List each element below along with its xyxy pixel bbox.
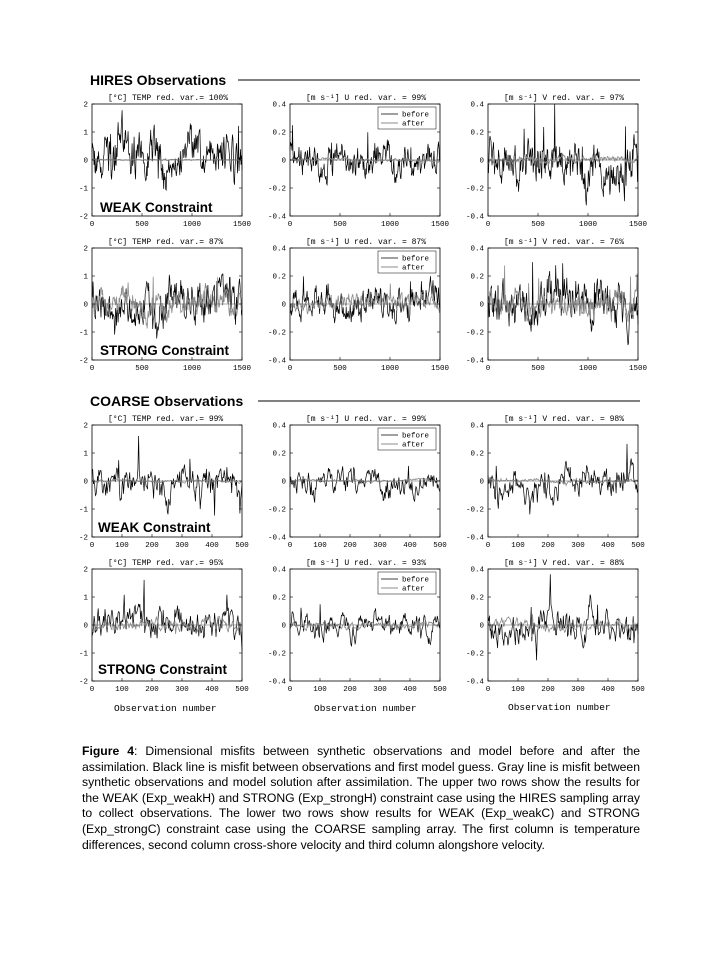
y-tick-label: -0.2 [267,329,286,338]
x-tick-label: 300 [175,686,189,694]
x-tick-label: 500 [235,542,249,550]
y-tick-label: -0.4 [267,678,286,687]
y-tick-label: -0.2 [267,185,286,194]
x-tick-label: 500 [135,221,149,229]
y-tick-label: 0.2 [470,129,484,138]
y-tick-label: 2 [83,422,88,431]
y-tick-label: -0.2 [465,185,484,194]
y-tick-label: -2 [78,213,88,222]
series-line-before [290,125,440,185]
y-tick-label: 0 [83,301,88,310]
series-line-before [488,262,638,345]
legend-label-before: before [402,576,430,585]
series-line-before [290,466,440,503]
legend-label-before: before [402,255,430,264]
x-tick-label: 500 [531,365,545,373]
panel-title: [°C] TEMP red. var.= 99% [108,415,224,424]
x-tick-label: 0 [485,686,491,694]
x-tick-label: 500 [235,686,249,694]
x-tick-label: 1000 [182,221,202,229]
x-tick-label: 200 [145,686,159,694]
x-tick-label: 0 [287,542,293,550]
panel-title: [m s⁻¹] U red. var. = 87% [306,238,427,247]
caption-label: Figure 4 [82,744,135,758]
x-tick-label: 300 [373,686,387,694]
y-tick-label: 0 [479,622,484,631]
x-tick-label: 300 [571,542,585,550]
y-tick-label: -1 [78,506,88,515]
x-tick-label: 1500 [232,365,252,373]
y-tick-label: 0 [479,478,484,487]
y-tick-label: 0.4 [272,245,286,254]
x-tick-label: 0 [485,542,491,550]
y-tick-label: 1 [83,450,88,459]
legend-label-after: after [402,585,425,594]
y-tick-label: 0.4 [272,101,286,110]
misfit-panel [268,559,447,694]
panel-title: [m s⁻¹] U red. var. = 99% [306,415,427,424]
y-tick-label: 0 [83,157,88,166]
y-tick-label: -1 [78,650,88,659]
y-tick-label: 0 [479,157,484,166]
y-tick-label: 0 [281,157,286,166]
series-line-before [488,444,638,515]
legend-label-before: before [402,432,430,441]
legend-label-after: after [402,441,425,450]
y-tick-label: 0.2 [272,450,286,459]
y-tick-label: 1 [83,129,88,138]
x-tick-label: 1000 [578,221,598,229]
y-tick-label: 1 [83,273,88,282]
y-tick-label: -2 [78,357,88,366]
y-tick-label: -0.2 [267,506,286,515]
panel-title: [m s⁻¹] V red. var. = 98% [504,415,625,424]
figure-caption [82,744,640,853]
x-tick-label: 500 [135,365,149,373]
y-tick-label: 0.2 [272,594,286,603]
x-tick-label: 1000 [380,365,400,373]
y-tick-label: 0 [83,622,88,631]
misfit-panel [466,559,645,694]
y-tick-label: -1 [78,329,88,338]
y-tick-label: -0.2 [465,506,484,515]
y-tick-label: -0.4 [267,534,286,543]
y-tick-label: 0.4 [470,245,484,254]
x-tick-label: 100 [115,686,129,694]
x-tick-label: 1000 [380,221,400,229]
x-tick-label: 100 [511,686,525,694]
misfit-panel [268,415,447,550]
x-tick-label: 0 [89,686,95,694]
misfit-panel [466,94,648,229]
x-tick-label: 0 [287,686,293,694]
y-tick-label: 0 [281,478,286,487]
x-tick-label: 100 [115,542,129,550]
x-axis-label-col1: Observation number [114,703,217,714]
x-tick-label: 500 [631,542,645,550]
panel-title: [m s⁻¹] V red. var. = 76% [504,238,625,247]
x-tick-label: 400 [205,542,219,550]
y-tick-label: 0.4 [272,566,286,575]
y-tick-label: 0.4 [470,566,484,575]
y-tick-label: 2 [83,566,88,575]
x-tick-label: 1500 [628,365,648,373]
x-tick-label: 1500 [430,365,450,373]
x-tick-label: 1500 [232,221,252,229]
x-tick-label: 400 [403,542,417,550]
x-tick-label: 400 [205,686,219,694]
constraint-label-weak-hires: WEAK Constraint [100,200,213,215]
y-tick-label: 0.4 [470,422,484,431]
x-tick-label: 1000 [578,365,598,373]
panel-title: [°C] TEMP red. var.= 87% [108,238,224,247]
y-tick-label: -0.4 [465,357,484,366]
x-axis-label-col2: Observation number [314,703,417,714]
x-tick-label: 200 [343,542,357,550]
y-tick-label: 2 [83,245,88,254]
panel-title: [°C] TEMP red. var.= 95% [108,559,224,568]
y-tick-label: 0.2 [470,450,484,459]
y-tick-label: -2 [78,534,88,543]
x-tick-label: 200 [541,542,555,550]
y-tick-label: -0.4 [267,357,286,366]
misfit-panel [268,238,450,373]
x-tick-label: 0 [287,365,293,373]
y-tick-label: 0.4 [470,101,484,110]
constraint-label-strong-coarse: STRONG Constraint [98,662,228,677]
y-tick-label: -1 [78,185,88,194]
x-tick-label: 400 [601,542,615,550]
legend-label-after: after [402,264,425,273]
x-tick-label: 200 [343,686,357,694]
x-tick-label: 400 [403,686,417,694]
y-tick-label: -0.4 [465,213,484,222]
x-tick-label: 500 [433,686,447,694]
x-tick-label: 300 [175,542,189,550]
x-tick-label: 0 [485,365,491,373]
x-tick-label: 200 [541,686,555,694]
x-tick-label: 500 [433,542,447,550]
constraint-label-strong-hires: STRONG Constraint [100,343,230,358]
x-tick-label: 500 [333,221,347,229]
x-tick-label: 400 [601,686,615,694]
y-tick-label: 2 [83,101,88,110]
y-tick-label: 0 [83,478,88,487]
x-tick-label: 300 [571,686,585,694]
constraint-label-weak-coarse: WEAK Constraint [98,520,211,535]
y-tick-label: 0 [479,301,484,310]
series-line-before [92,436,242,516]
x-tick-label: 500 [333,365,347,373]
y-tick-label: 0.2 [272,273,286,282]
x-tick-label: 100 [511,542,525,550]
x-axis-label-col3: Observation number [508,702,611,713]
series-line-before [488,104,638,205]
x-tick-label: 1000 [182,365,202,373]
y-tick-label: 0.2 [470,594,484,603]
x-tick-label: 0 [287,221,293,229]
series-line-before [92,110,242,190]
y-tick-label: 0.4 [272,422,286,431]
series-line-before [92,580,242,651]
x-tick-label: 100 [313,686,327,694]
section-title-hires: HIRES Observations [90,72,227,88]
y-tick-label: -0.2 [465,329,484,338]
y-tick-label: -0.2 [267,650,286,659]
misfit-panel [466,415,645,550]
panel-title: [m s⁻¹] U red. var. = 93% [306,559,427,568]
legend-label-after: after [402,120,425,129]
x-tick-label: 1500 [430,221,450,229]
x-tick-label: 0 [89,542,95,550]
x-tick-label: 100 [313,542,327,550]
y-tick-label: 0 [281,301,286,310]
x-tick-label: 500 [631,686,645,694]
y-tick-label: -0.4 [267,213,286,222]
x-tick-label: 1500 [628,221,648,229]
y-tick-label: -0.4 [465,534,484,543]
legend-label-before: before [402,111,430,120]
x-tick-label: 300 [373,542,387,550]
y-tick-label: 1 [83,594,88,603]
panel-title: [m s⁻¹] V red. var. = 88% [504,559,625,568]
panel-title: [m s⁻¹] U red. var. = 99% [306,94,427,103]
y-tick-label: -2 [78,678,88,687]
x-tick-label: 0 [89,221,95,229]
series-line-before [488,574,638,660]
y-tick-label: -0.4 [465,678,484,687]
misfit-panel [466,238,648,373]
y-tick-label: 0 [281,622,286,631]
y-tick-label: 0.2 [272,129,286,138]
x-tick-label: 0 [89,365,95,373]
section-title-coarse: COARSE Observations [90,393,244,409]
x-tick-label: 500 [531,221,545,229]
panel-title: [°C] TEMP red. var.= 100% [108,94,229,103]
panel-title: [m s⁻¹] V red. var. = 97% [504,94,625,103]
misfit-panel [268,94,450,229]
y-tick-label: 0.2 [470,273,484,282]
caption-text: : Dimensional misfits between synthetic observations and model before and after the assimilation. Black line is misfit between observations and first model guess. Gray line is misfit between synthetic observations and model solution after assimilation. The upper two rows show the results for the WEAK (Exp_weakH) and STRONG (Exp_strongH) constraint case using the HIRES sampling array to collect observations. The lower two rows show results for WEAK (Exp_weakC) and STRONG (Exp_strongC) constraint case using the COARSE sampling array. The first column is temperature differences, second column cross-shore velocity and third column alongshore velocity. [82,744,641,852]
x-tick-label: 0 [485,221,491,229]
x-tick-label: 200 [145,542,159,550]
series-line-before [290,276,440,324]
y-tick-label: -0.2 [465,650,484,659]
